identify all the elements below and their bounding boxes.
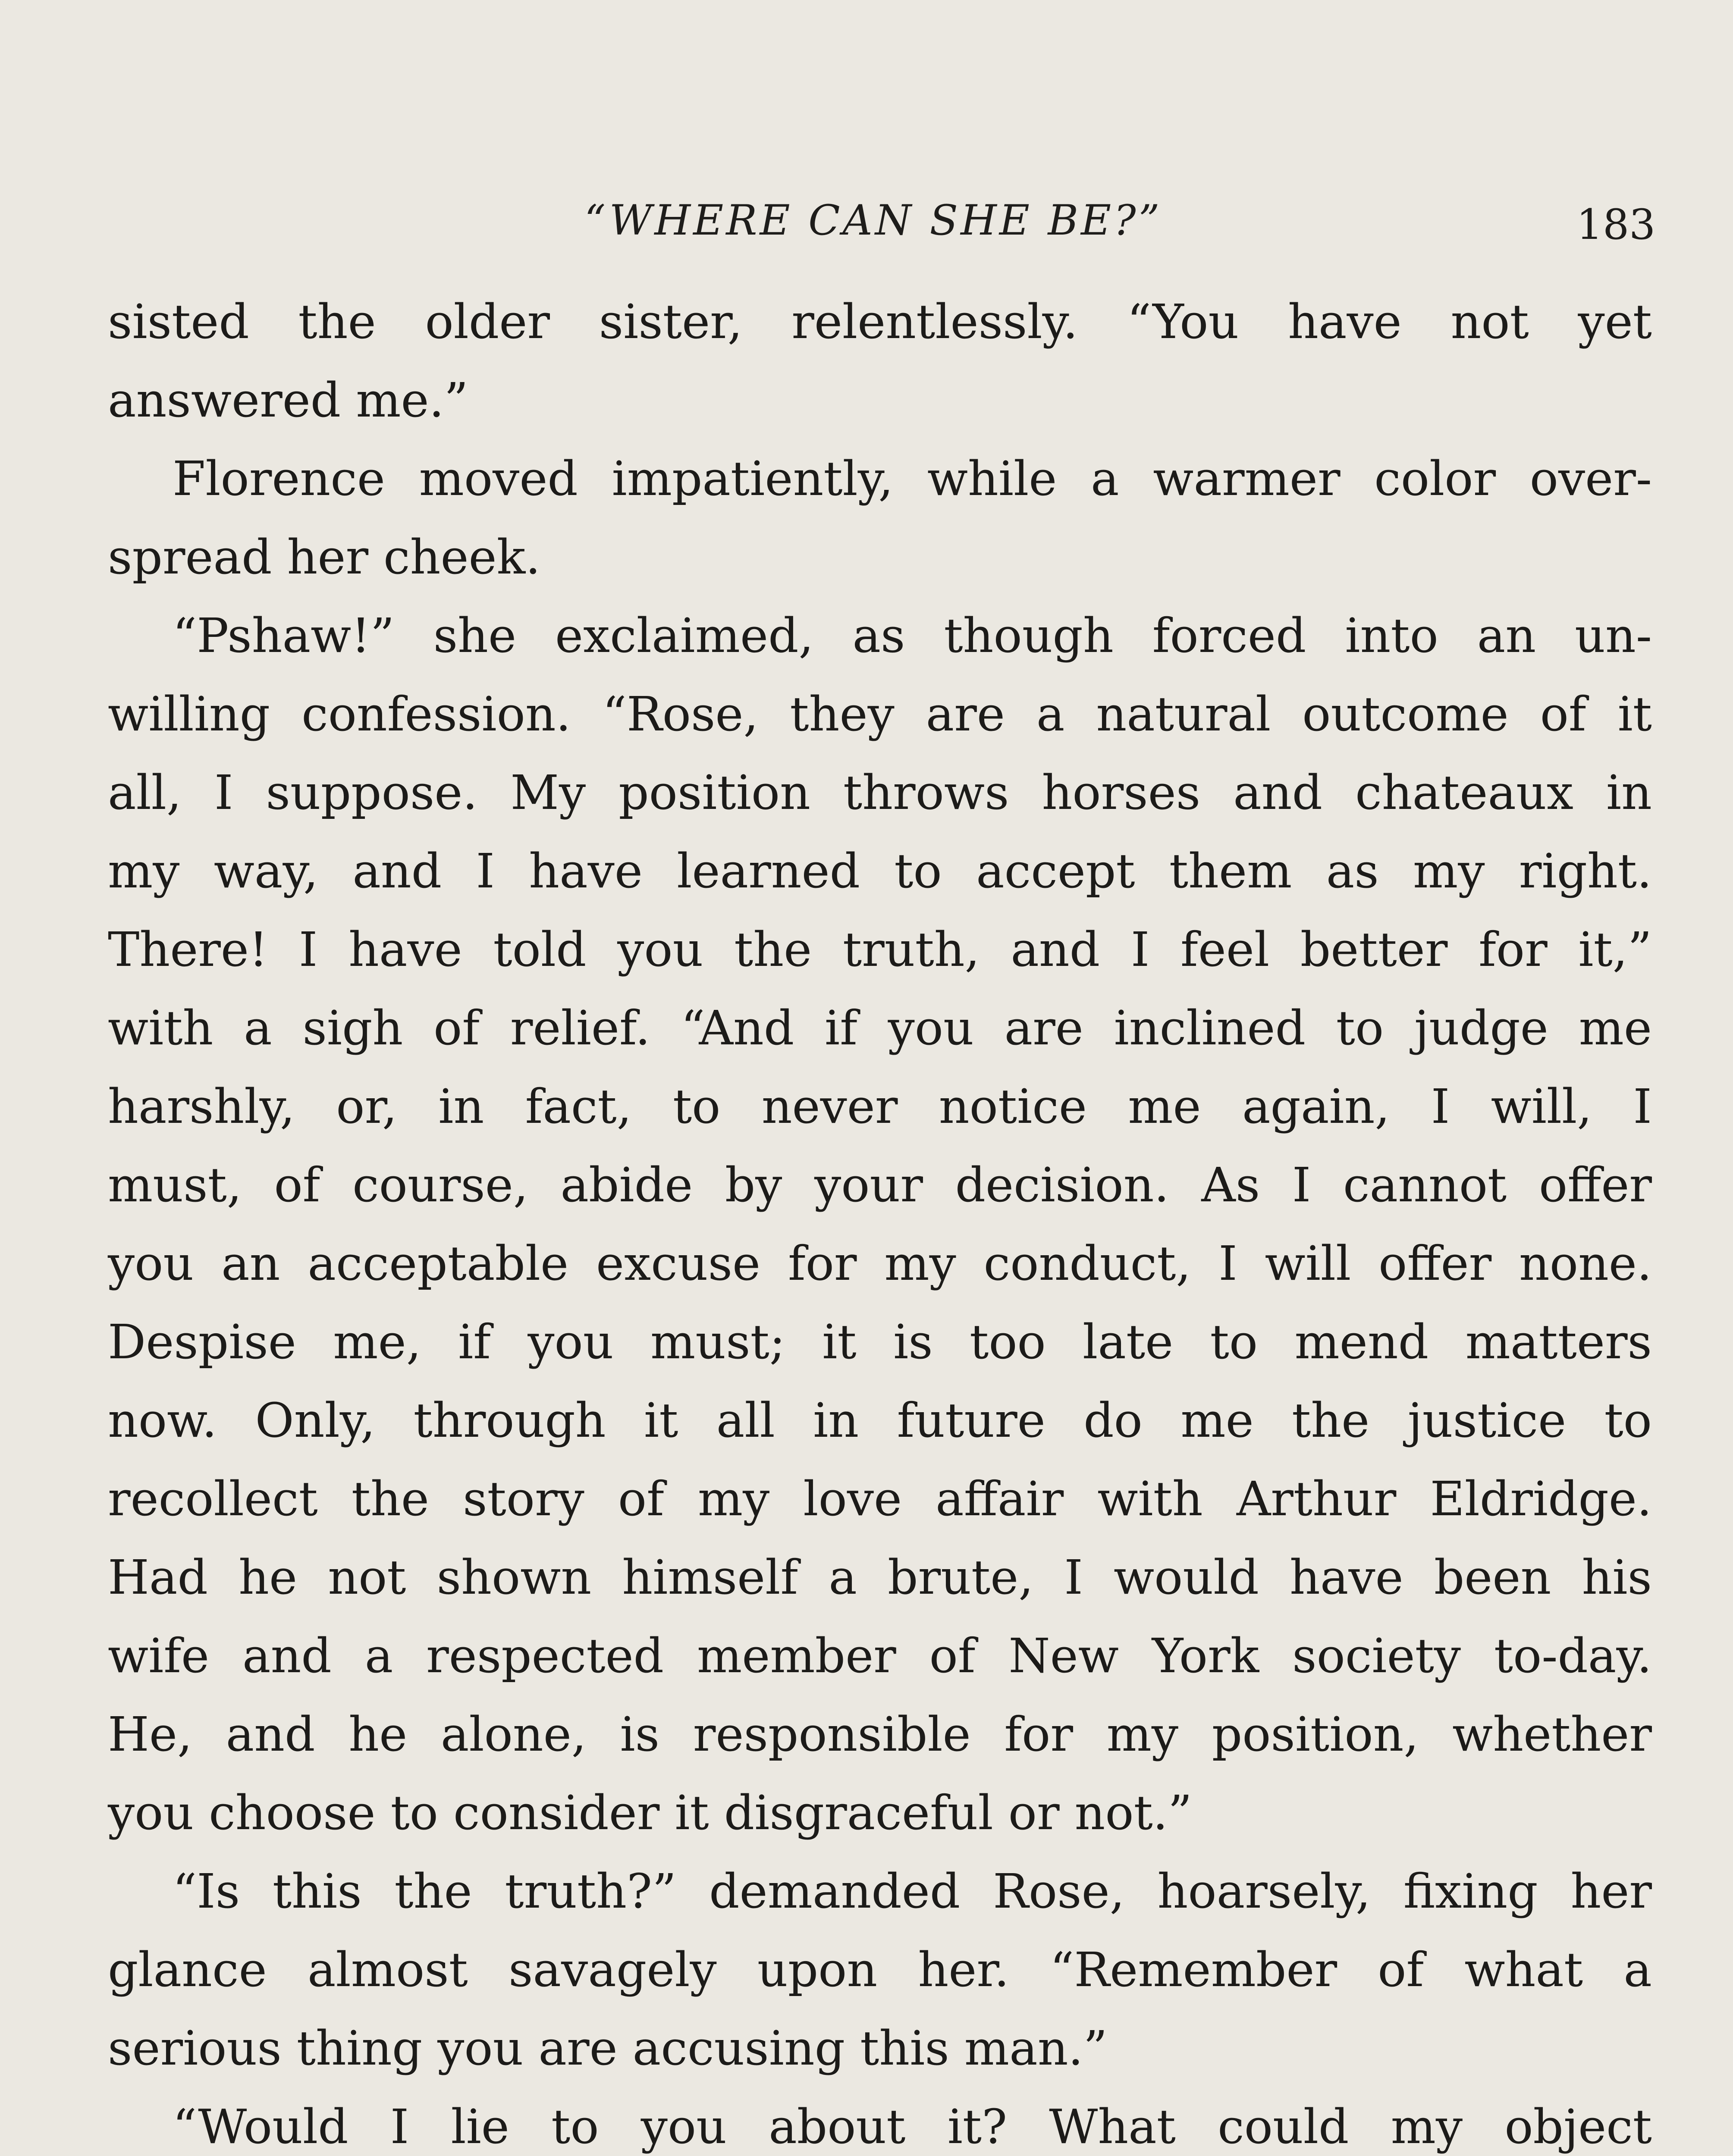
text-line: harshly, or, in fact, to never notice me again, I will, I (108, 1079, 1652, 1134)
text-line: Florence moved impatiently, while a warmer color over- (173, 451, 1652, 506)
text-line: with a sigh of relief. “And if you are inclined to judge me (108, 1000, 1652, 1056)
text-line: “Is this the truth?” demanded Rose, hoarsely, fixing her (173, 1864, 1652, 1919)
text-line: willing confession. “Rose, they are a natural outcome of it (108, 686, 1652, 742)
text-line: Had he not shown himself a brute, I would have been his (108, 1550, 1652, 1605)
text-line: you an acceptable excuse for my conduct, I will offer none. (108, 1236, 1652, 1291)
text-line: must, of course, abide by your decision. As I cannot offer (108, 1157, 1652, 1213)
page-number: 183 (1576, 201, 1656, 249)
body-text (108, 282, 1652, 2156)
text-line: now. Only, through it all in future do me the justice to (108, 1393, 1652, 1448)
text-line: “Pshaw!” she exclaimed, as though forced into an un- (173, 608, 1652, 663)
text-line: serious thing you are accusing this man.” (108, 2021, 1108, 2076)
page-header (0, 196, 1733, 265)
text-line: my way, and I have learned to accept them as my right. (108, 843, 1652, 899)
text-line: “Would I lie to you about it? What could my object (173, 2099, 1652, 2154)
text-line: He, and he alone, is responsible for my position, whether (108, 1707, 1652, 1762)
text-line: all, I suppose. My position throws horses and chateaux in (108, 765, 1652, 820)
text-line: There! I have told you the truth, and I feel better for it,” (108, 922, 1652, 977)
text-line: Despise me, if you must; it is too late to mend matters (108, 1314, 1652, 1369)
text-line: glance almost savagely upon her. “Remember of what a (108, 1942, 1652, 1997)
text-line: answered me.” (108, 373, 468, 428)
text-line: you choose to consider it disgraceful or not.” (108, 1785, 1192, 1840)
text-line: sisted the older sister, relentlessly. “You have not yet (108, 294, 1652, 349)
text-line: wife and a respected member of New York society to-day. (108, 1628, 1652, 1683)
text-line: recollect the story of my love affair with Arthur Eldridge. (108, 1471, 1652, 1526)
text-line: spread her cheek. (108, 530, 541, 585)
running-title: “WHERE CAN SHE BE?” (584, 196, 1162, 244)
